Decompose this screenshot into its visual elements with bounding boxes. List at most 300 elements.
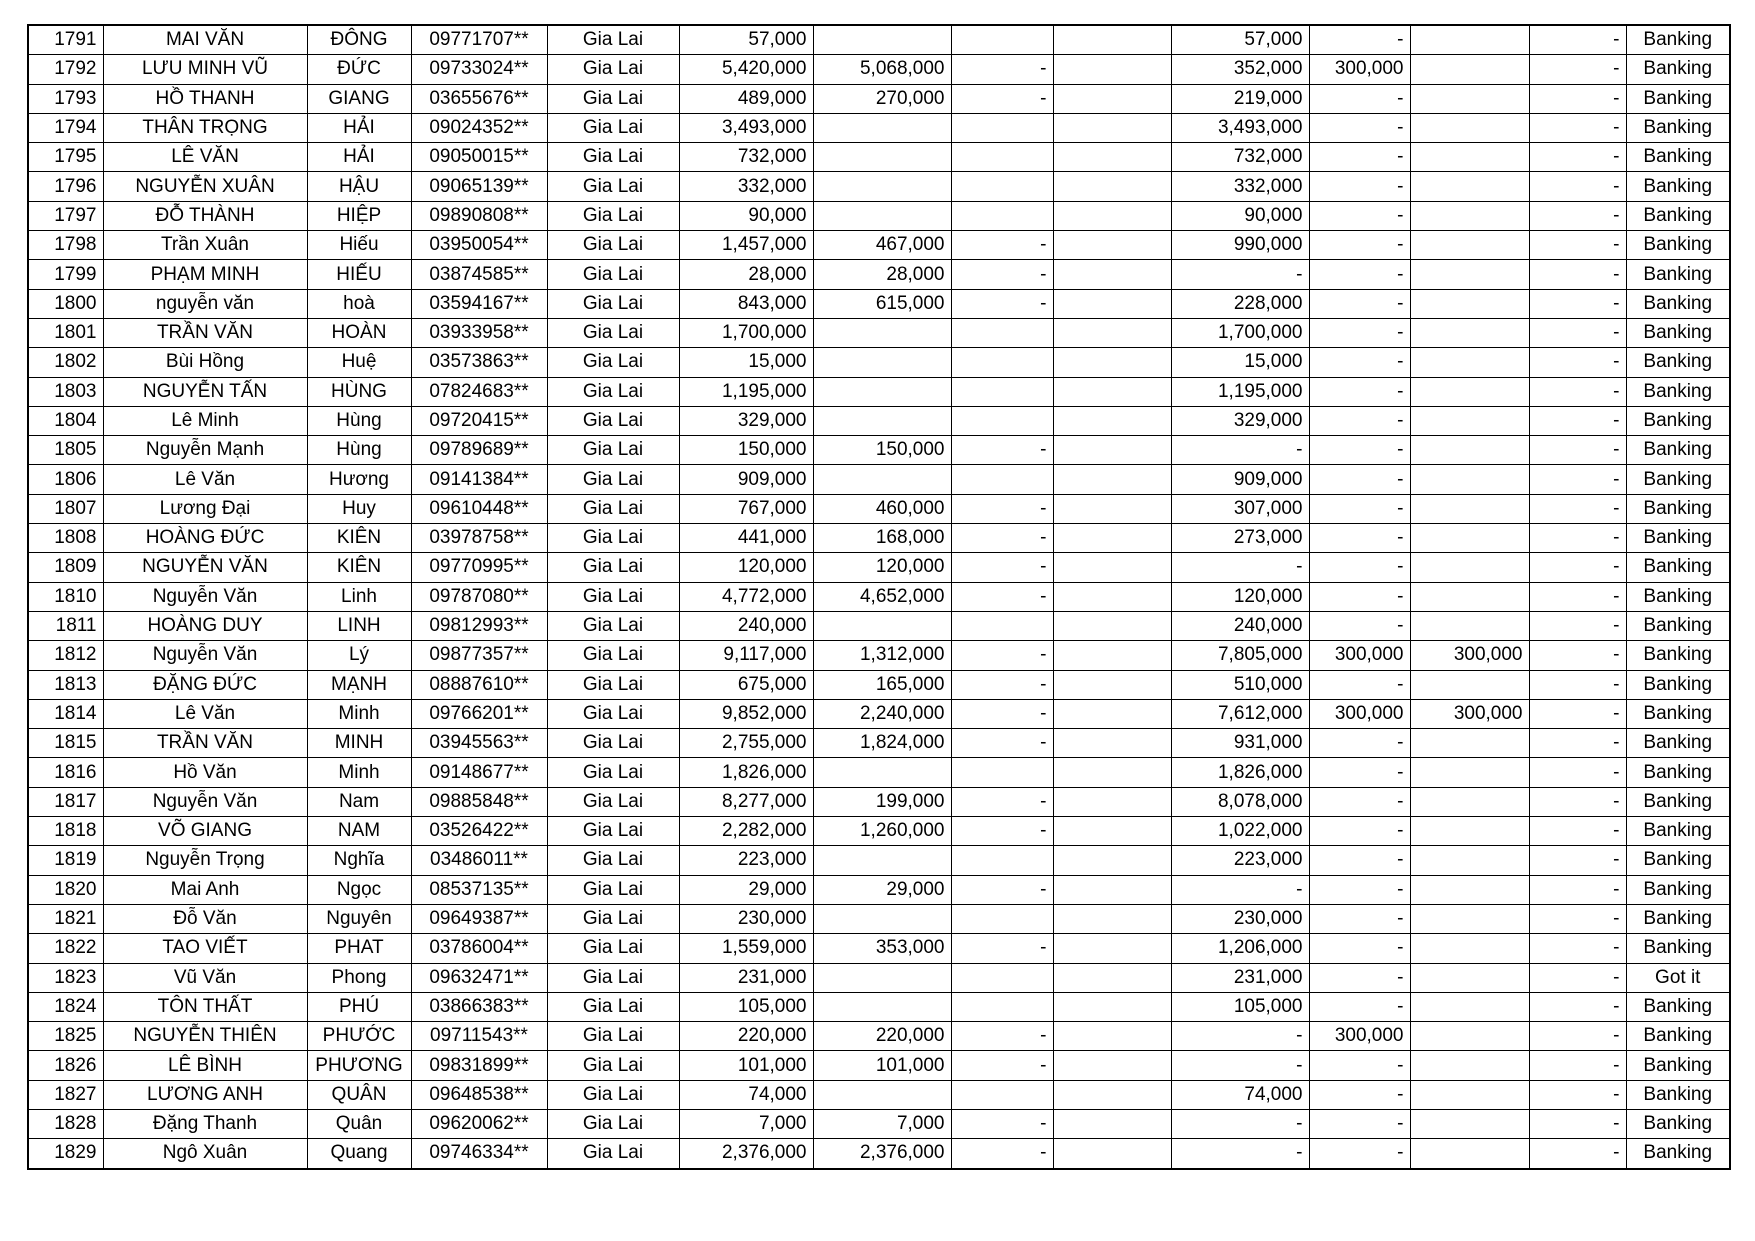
given-name-cell: PHƯỚC: [307, 1022, 411, 1051]
amount-cell: -: [1529, 260, 1626, 289]
payment-method-cell: Banking: [1626, 934, 1730, 963]
phone-cell: 09024352**: [411, 113, 547, 142]
amount-cell: [1053, 289, 1171, 318]
table-row: [28, 758, 1730, 787]
row-number: 1815: [28, 729, 103, 758]
province-cell: Gia Lai: [547, 611, 679, 640]
total-amount-cell: 5,420,000: [679, 55, 813, 84]
bonus-amount-cell: 300,000: [1309, 699, 1410, 728]
amount-cell: 300,000: [1410, 699, 1529, 728]
total-amount-cell: 3,493,000: [679, 113, 813, 142]
bonus-amount-cell: -: [1309, 963, 1410, 992]
surname-cell: ĐỖ THÀNH: [103, 201, 307, 230]
amount-cell: [951, 25, 1053, 55]
given-name-cell: Quân: [307, 1109, 411, 1138]
province-cell: Gia Lai: [547, 582, 679, 611]
given-name-cell: HIỆP: [307, 201, 411, 230]
remaining-amount-cell: 329,000: [1171, 406, 1309, 435]
amount-cell: 28,000: [813, 260, 951, 289]
amount-cell: 615,000: [813, 289, 951, 318]
given-name-cell: MINH: [307, 729, 411, 758]
remaining-amount-cell: 1,700,000: [1171, 318, 1309, 347]
bonus-amount-cell: -: [1309, 289, 1410, 318]
amount-cell: [1410, 582, 1529, 611]
total-amount-cell: 1,826,000: [679, 758, 813, 787]
amount-cell: -: [1529, 494, 1626, 523]
province-cell: Gia Lai: [547, 1051, 679, 1080]
payment-method-cell: Banking: [1626, 436, 1730, 465]
remaining-amount-cell: 352,000: [1171, 55, 1309, 84]
payment-method-cell: Banking: [1626, 143, 1730, 172]
amount-cell: 300,000: [1410, 641, 1529, 670]
bonus-amount-cell: -: [1309, 143, 1410, 172]
amount-cell: [1410, 875, 1529, 904]
table-body: [28, 25, 1730, 1169]
row-number: 1797: [28, 201, 103, 230]
phone-cell: 09649387**: [411, 904, 547, 933]
amount-cell: -: [951, 875, 1053, 904]
amount-cell: [813, 758, 951, 787]
bonus-amount-cell: -: [1309, 201, 1410, 230]
row-number: 1805: [28, 436, 103, 465]
payment-method-cell: Banking: [1626, 846, 1730, 875]
amount-cell: 220,000: [813, 1022, 951, 1051]
province-cell: Gia Lai: [547, 231, 679, 260]
remaining-amount-cell: 510,000: [1171, 670, 1309, 699]
payment-method-cell: Banking: [1626, 289, 1730, 318]
given-name-cell: Lý: [307, 641, 411, 670]
amount-cell: [1053, 436, 1171, 465]
amount-cell: [1410, 201, 1529, 230]
phone-cell: 03866383**: [411, 992, 547, 1021]
amount-cell: [1410, 348, 1529, 377]
remaining-amount-cell: 231,000: [1171, 963, 1309, 992]
given-name-cell: Hùng: [307, 436, 411, 465]
amount-cell: -: [1529, 318, 1626, 347]
surname-cell: Đỗ Văn: [103, 904, 307, 933]
table-row: [28, 641, 1730, 670]
remaining-amount-cell: 15,000: [1171, 348, 1309, 377]
amount-cell: [1410, 318, 1529, 347]
amount-cell: [1053, 729, 1171, 758]
total-amount-cell: 843,000: [679, 289, 813, 318]
province-cell: Gia Lai: [547, 436, 679, 465]
amount-cell: [1410, 231, 1529, 260]
amount-cell: -: [1529, 758, 1626, 787]
amount-cell: -: [1529, 963, 1626, 992]
amount-cell: -: [1529, 348, 1626, 377]
row-number: 1793: [28, 84, 103, 113]
phone-cell: 09812993**: [411, 611, 547, 640]
bonus-amount-cell: -: [1309, 494, 1410, 523]
amount-cell: -: [1529, 1051, 1626, 1080]
phone-cell: 09141384**: [411, 465, 547, 494]
row-number: 1814: [28, 699, 103, 728]
given-name-cell: HẢI: [307, 113, 411, 142]
amount-cell: [1053, 406, 1171, 435]
given-name-cell: PHÚ: [307, 992, 411, 1021]
surname-cell: NGUYỄN VĂN: [103, 553, 307, 582]
given-name-cell: Hương: [307, 465, 411, 494]
row-number: 1823: [28, 963, 103, 992]
bonus-amount-cell: -: [1309, 436, 1410, 465]
province-cell: Gia Lai: [547, 318, 679, 347]
remaining-amount-cell: 909,000: [1171, 465, 1309, 494]
surname-cell: nguyễn văn: [103, 289, 307, 318]
phone-cell: 09771707**: [411, 25, 547, 55]
row-number: 1813: [28, 670, 103, 699]
bonus-amount-cell: -: [1309, 172, 1410, 201]
amount-cell: [813, 904, 951, 933]
province-cell: Gia Lai: [547, 25, 679, 55]
total-amount-cell: 9,117,000: [679, 641, 813, 670]
phone-cell: 03655676**: [411, 84, 547, 113]
amount-cell: [1053, 201, 1171, 230]
bonus-amount-cell: -: [1309, 318, 1410, 347]
table-row: [28, 84, 1730, 113]
remaining-amount-cell: -: [1171, 875, 1309, 904]
amount-cell: -: [1529, 1139, 1626, 1169]
bonus-amount-cell: -: [1309, 1051, 1410, 1080]
surname-cell: Nguyễn Mạnh: [103, 436, 307, 465]
table-row: [28, 1139, 1730, 1169]
surname-cell: Ngô Xuân: [103, 1139, 307, 1169]
total-amount-cell: 240,000: [679, 611, 813, 640]
remaining-amount-cell: 120,000: [1171, 582, 1309, 611]
phone-cell: 03486011**: [411, 846, 547, 875]
amount-cell: [1053, 84, 1171, 113]
row-number: 1802: [28, 348, 103, 377]
amount-cell: [1053, 465, 1171, 494]
amount-cell: [1053, 1109, 1171, 1138]
payment-method-cell: Banking: [1626, 787, 1730, 816]
amount-cell: 1,824,000: [813, 729, 951, 758]
amount-cell: -: [1529, 113, 1626, 142]
amount-cell: [951, 611, 1053, 640]
amount-cell: [1410, 934, 1529, 963]
payment-method-cell: Banking: [1626, 377, 1730, 406]
amount-cell: -: [1529, 289, 1626, 318]
amount-cell: -: [1529, 846, 1626, 875]
amount-cell: [813, 143, 951, 172]
bonus-amount-cell: 300,000: [1309, 1022, 1410, 1051]
row-number: 1827: [28, 1080, 103, 1109]
payment-method-cell: Banking: [1626, 817, 1730, 846]
phone-cell: 07824683**: [411, 377, 547, 406]
amount-cell: [1410, 1109, 1529, 1138]
province-cell: Gia Lai: [547, 875, 679, 904]
amount-cell: -: [951, 699, 1053, 728]
phone-cell: 09610448**: [411, 494, 547, 523]
total-amount-cell: 74,000: [679, 1080, 813, 1109]
province-cell: Gia Lai: [547, 729, 679, 758]
amount-cell: -: [951, 1022, 1053, 1051]
amount-cell: [1410, 143, 1529, 172]
payment-method-cell: Banking: [1626, 113, 1730, 142]
given-name-cell: Ngọc: [307, 875, 411, 904]
amount-cell: [1410, 670, 1529, 699]
payment-method-cell: Banking: [1626, 231, 1730, 260]
amount-cell: [951, 318, 1053, 347]
row-number: 1808: [28, 524, 103, 553]
amount-cell: [951, 406, 1053, 435]
amount-cell: [1053, 1080, 1171, 1109]
amount-cell: [951, 992, 1053, 1021]
total-amount-cell: 1,457,000: [679, 231, 813, 260]
amount-cell: [951, 904, 1053, 933]
amount-cell: -: [951, 817, 1053, 846]
table-row: [28, 25, 1730, 55]
province-cell: Gia Lai: [547, 641, 679, 670]
province-cell: Gia Lai: [547, 846, 679, 875]
given-name-cell: PHAT: [307, 934, 411, 963]
table-row: [28, 963, 1730, 992]
surname-cell: HOÀNG ĐỨC: [103, 524, 307, 553]
given-name-cell: GIANG: [307, 84, 411, 113]
amount-cell: [1410, 1051, 1529, 1080]
table-row: [28, 817, 1730, 846]
amount-cell: [813, 1080, 951, 1109]
payment-method-cell: Banking: [1626, 172, 1730, 201]
given-name-cell: HOÀN: [307, 318, 411, 347]
amount-cell: [951, 465, 1053, 494]
given-name-cell: HẢI: [307, 143, 411, 172]
amount-cell: [1053, 143, 1171, 172]
bonus-amount-cell: 300,000: [1309, 641, 1410, 670]
bonus-amount-cell: -: [1309, 934, 1410, 963]
amount-cell: -: [1529, 699, 1626, 728]
province-cell: Gia Lai: [547, 934, 679, 963]
table-row: [28, 494, 1730, 523]
total-amount-cell: 8,277,000: [679, 787, 813, 816]
remaining-amount-cell: 931,000: [1171, 729, 1309, 758]
phone-cell: 09746334**: [411, 1139, 547, 1169]
remaining-amount-cell: 223,000: [1171, 846, 1309, 875]
total-amount-cell: 220,000: [679, 1022, 813, 1051]
amount-cell: [1410, 406, 1529, 435]
amount-cell: [1053, 1022, 1171, 1051]
row-number: 1828: [28, 1109, 103, 1138]
payment-method-cell: Banking: [1626, 611, 1730, 640]
amount-cell: -: [951, 729, 1053, 758]
bonus-amount-cell: 300,000: [1309, 55, 1410, 84]
surname-cell: Đặng Thanh: [103, 1109, 307, 1138]
amount-cell: [1410, 817, 1529, 846]
table-row: [28, 172, 1730, 201]
bonus-amount-cell: -: [1309, 1080, 1410, 1109]
phone-cell: 09831899**: [411, 1051, 547, 1080]
amount-cell: -: [1529, 992, 1626, 1021]
row-number: 1791: [28, 25, 103, 55]
province-cell: Gia Lai: [547, 1080, 679, 1109]
amount-cell: 120,000: [813, 553, 951, 582]
amount-cell: -: [1529, 1109, 1626, 1138]
surname-cell: Nguyễn Văn: [103, 582, 307, 611]
surname-cell: LÊ BÌNH: [103, 1051, 307, 1080]
phone-cell: 09648538**: [411, 1080, 547, 1109]
province-cell: Gia Lai: [547, 260, 679, 289]
bonus-amount-cell: -: [1309, 1139, 1410, 1169]
province-cell: Gia Lai: [547, 817, 679, 846]
province-cell: Gia Lai: [547, 143, 679, 172]
total-amount-cell: 1,559,000: [679, 934, 813, 963]
remaining-amount-cell: -: [1171, 1051, 1309, 1080]
amount-cell: 1,312,000: [813, 641, 951, 670]
bonus-amount-cell: -: [1309, 992, 1410, 1021]
amount-cell: [1053, 524, 1171, 553]
row-number: 1795: [28, 143, 103, 172]
province-cell: Gia Lai: [547, 406, 679, 435]
phone-cell: 09711543**: [411, 1022, 547, 1051]
surname-cell: TAO VIẾT: [103, 934, 307, 963]
remaining-amount-cell: 74,000: [1171, 1080, 1309, 1109]
phone-cell: 03978758**: [411, 524, 547, 553]
surname-cell: Trần Xuân: [103, 231, 307, 260]
amount-cell: 467,000: [813, 231, 951, 260]
table-row: [28, 143, 1730, 172]
province-cell: Gia Lai: [547, 992, 679, 1021]
table-row: [28, 55, 1730, 84]
surname-cell: Hồ Văn: [103, 758, 307, 787]
amount-cell: 460,000: [813, 494, 951, 523]
bonus-amount-cell: -: [1309, 524, 1410, 553]
remaining-amount-cell: 7,612,000: [1171, 699, 1309, 728]
amount-cell: [813, 318, 951, 347]
bonus-amount-cell: -: [1309, 113, 1410, 142]
phone-cell: 08537135**: [411, 875, 547, 904]
table-row: [28, 787, 1730, 816]
total-amount-cell: 332,000: [679, 172, 813, 201]
bonus-amount-cell: -: [1309, 729, 1410, 758]
surname-cell: Nguyễn Trọng: [103, 846, 307, 875]
amount-cell: [951, 172, 1053, 201]
given-name-cell: MẠNH: [307, 670, 411, 699]
bonus-amount-cell: -: [1309, 377, 1410, 406]
surname-cell: Lê Văn: [103, 699, 307, 728]
remaining-amount-cell: 332,000: [1171, 172, 1309, 201]
remaining-amount-cell: 240,000: [1171, 611, 1309, 640]
remaining-amount-cell: -: [1171, 553, 1309, 582]
amount-cell: [951, 758, 1053, 787]
amount-cell: [1410, 25, 1529, 55]
amount-cell: -: [1529, 611, 1626, 640]
total-amount-cell: 105,000: [679, 992, 813, 1021]
surname-cell: TRẦN VĂN: [103, 318, 307, 347]
surname-cell: Bùi Hồng: [103, 348, 307, 377]
amount-cell: [813, 611, 951, 640]
remaining-amount-cell: 219,000: [1171, 84, 1309, 113]
amount-cell: [1053, 377, 1171, 406]
province-cell: Gia Lai: [547, 699, 679, 728]
amount-cell: -: [1529, 84, 1626, 113]
phone-cell: 09050015**: [411, 143, 547, 172]
amount-cell: [1410, 113, 1529, 142]
amount-cell: [1410, 1080, 1529, 1109]
surname-cell: VÕ GIANG: [103, 817, 307, 846]
payment-method-cell: Banking: [1626, 1051, 1730, 1080]
province-cell: Gia Lai: [547, 1139, 679, 1169]
amount-cell: [813, 172, 951, 201]
table-row: [28, 406, 1730, 435]
amount-cell: [1410, 377, 1529, 406]
table-row: [28, 553, 1730, 582]
row-number: 1794: [28, 113, 103, 142]
payment-method-cell: Banking: [1626, 670, 1730, 699]
amount-cell: -: [1529, 641, 1626, 670]
bonus-amount-cell: -: [1309, 553, 1410, 582]
phone-cell: 09148677**: [411, 758, 547, 787]
total-amount-cell: 441,000: [679, 524, 813, 553]
total-amount-cell: 767,000: [679, 494, 813, 523]
amount-cell: [951, 348, 1053, 377]
row-number: 1803: [28, 377, 103, 406]
remaining-amount-cell: 90,000: [1171, 201, 1309, 230]
province-cell: Gia Lai: [547, 289, 679, 318]
amount-cell: 1,260,000: [813, 817, 951, 846]
surname-cell: Nguyễn Văn: [103, 787, 307, 816]
amount-cell: -: [951, 1051, 1053, 1080]
bonus-amount-cell: -: [1309, 670, 1410, 699]
total-amount-cell: 489,000: [679, 84, 813, 113]
amount-cell: [1410, 611, 1529, 640]
phone-cell: 03594167**: [411, 289, 547, 318]
table-row: [28, 1109, 1730, 1138]
table-row: [28, 524, 1730, 553]
amount-cell: 168,000: [813, 524, 951, 553]
surname-cell: LÊ VĂN: [103, 143, 307, 172]
row-number: 1804: [28, 406, 103, 435]
table-row: [28, 318, 1730, 347]
surname-cell: NGUYỄN THIÊN: [103, 1022, 307, 1051]
phone-cell: 09632471**: [411, 963, 547, 992]
amount-cell: [1053, 817, 1171, 846]
total-amount-cell: 2,376,000: [679, 1139, 813, 1169]
province-cell: Gia Lai: [547, 670, 679, 699]
payment-method-cell: Banking: [1626, 553, 1730, 582]
amount-cell: [1053, 113, 1171, 142]
total-amount-cell: 231,000: [679, 963, 813, 992]
amount-cell: -: [951, 494, 1053, 523]
row-number: 1825: [28, 1022, 103, 1051]
amount-cell: 29,000: [813, 875, 951, 904]
amount-cell: [1410, 172, 1529, 201]
amount-cell: -: [951, 934, 1053, 963]
bonus-amount-cell: -: [1309, 25, 1410, 55]
given-name-cell: Phong: [307, 963, 411, 992]
row-number: 1796: [28, 172, 103, 201]
row-number: 1821: [28, 904, 103, 933]
amount-cell: -: [951, 553, 1053, 582]
amount-cell: [951, 846, 1053, 875]
table-row: [28, 465, 1730, 494]
table-row: [28, 1051, 1730, 1080]
total-amount-cell: 15,000: [679, 348, 813, 377]
bonus-amount-cell: -: [1309, 1109, 1410, 1138]
amount-cell: [813, 963, 951, 992]
phone-cell: 03786004**: [411, 934, 547, 963]
amount-cell: 353,000: [813, 934, 951, 963]
remaining-amount-cell: 230,000: [1171, 904, 1309, 933]
amount-cell: [951, 963, 1053, 992]
amount-cell: [1053, 904, 1171, 933]
total-amount-cell: 90,000: [679, 201, 813, 230]
remaining-amount-cell: 1,022,000: [1171, 817, 1309, 846]
remaining-amount-cell: 228,000: [1171, 289, 1309, 318]
total-amount-cell: 150,000: [679, 436, 813, 465]
remaining-amount-cell: 1,195,000: [1171, 377, 1309, 406]
given-name-cell: ĐỨC: [307, 55, 411, 84]
bonus-amount-cell: -: [1309, 611, 1410, 640]
